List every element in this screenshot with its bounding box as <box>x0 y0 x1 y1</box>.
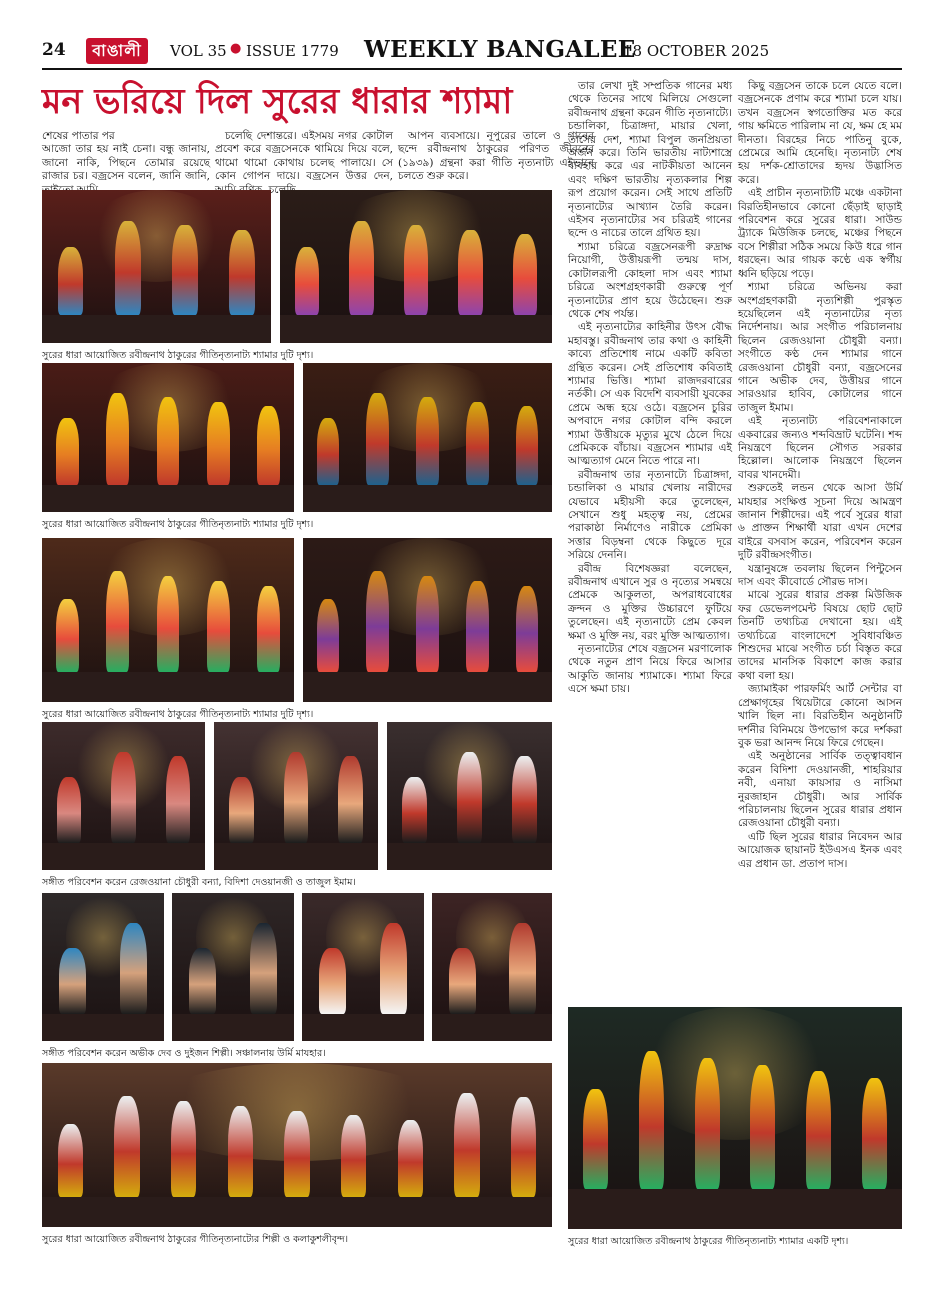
article-paragraph: এটি ছিল সুরের ধারার নিবেদন আর আয়োজক ছায়ানট ইউএসএ ইনক এবং এর প্রধান ডা. প্রতাপ দাস। <box>738 830 902 870</box>
photo-dance-1 <box>42 190 271 343</box>
separator-dot-icon: ● <box>230 41 242 56</box>
stage-floor <box>303 672 552 702</box>
performer-figure <box>157 576 180 673</box>
photo-singer-1 <box>42 722 205 870</box>
article-paragraph: তার লেখা দুই সম্প্রতিক গানের মধ্য থেকে তিনের সাথে মিলিয়ে সেগুলো রবীন্দ্রনাথ গ্রন্থনা করেন গীতি নৃত্যনাট্যে। চন্ডালিকা, চিত্রাঙ্গদা, মায়ার খেলা, তাসের দেশ, শ্যামা বিপুল জনপ্রিয়তা অর্জন করে। তিনি ভারতীয় নাট্যশাস্ত্রে ব্যবহার করে এর নাটকীয়তা আনেন এবং দক্ষিণ ভারতীয় নৃত্যকলার শিল্প রূপ প্রয়োগ করেন। সেই সাথে প্রতিটি নৃত্যনাট্যের আখ্যান তৈরি করেন। এইসব নৃত্যনাট্যের সব চরিত্রই গানের ছন্দে ও নাচের তালে গ্রথিত হয়। <box>568 80 732 240</box>
photo-singer-2 <box>214 722 378 870</box>
performer-figure <box>120 923 147 1015</box>
stage-floor <box>42 315 271 343</box>
header-rule <box>42 68 902 70</box>
performer-figure <box>166 756 190 843</box>
article-column-2 <box>568 80 732 1003</box>
performer-figure <box>366 571 388 673</box>
performer-figure <box>228 1106 254 1198</box>
photo-caption: সুরের ধারা আয়োজিত রবীন্দ্রনাথ ঠাকুরের গীতিনৃত্যনাট্য শ্যামার দুটি দৃশ্য। <box>42 519 314 530</box>
performer-figure <box>466 581 488 673</box>
performer-figure <box>449 948 476 1015</box>
performer-figure <box>257 586 280 673</box>
performer-figure <box>250 923 277 1015</box>
performer-figure <box>157 397 180 485</box>
performer-figure <box>59 948 86 1015</box>
performer-figure <box>513 234 537 315</box>
performer-figure <box>862 1078 887 1189</box>
article-paragraph: শ্যামা চরিত্রে বজ্রসেনরূপী রুদ্রাক্ষ নিয়োগী, উত্তীয়রূপী তন্ময় দাস, কোটালরূপী কোহলা দাস এবং শ্যামা চরিত্রে অংশগ্রহণকারী গুরুত্বে পূর্ণ নৃত্যনাট্যের প্রাণ হয়ে উঠেছেন। শুরু থেকে শেষ পর্যন্ত। <box>568 240 732 320</box>
performer-figure <box>207 581 230 673</box>
performer-figure <box>229 777 254 844</box>
performer-figure <box>284 752 309 844</box>
performer-figure <box>366 393 388 485</box>
performer-figure <box>106 393 129 485</box>
intro-column-1 <box>42 130 210 184</box>
performer-figure <box>111 752 135 844</box>
stage-floor <box>432 1014 552 1041</box>
volume-label: VOL 35 <box>170 42 227 60</box>
article-paragraph: শুরুতেই লন্ডন থেকে আসা উর্মি মাযহার সংক্ষিপ্ত সূচনা দিয়ে আমন্ত্রণ জানান শিল্পীদের। এই পর্বে সুরের ধারা ৬ প্রাক্তন শিক্ষার্থী যারা এখন দেশের বাইরে বসবাস করেন, পরিবেশন করেন দুটি রবীন্দ্রসংগীত। <box>738 482 902 562</box>
article-paragraph: নৃত্যনাট্যের শেষে বজ্রসেন মরণালোক থেকে নতুন প্রাণ নিয়ে ফিরে আসার আকুতি জানায় শ্যামাকে। শ্যামা ফিরে এসে ক্ষমা চায়। <box>568 643 732 696</box>
performer-figure <box>338 756 363 843</box>
performer-figure <box>511 1097 537 1197</box>
performer-figure <box>56 418 79 485</box>
photo-dance-4 <box>303 363 552 512</box>
photo-caption: সঙ্গীত পরিবেশন করেন অভীক দেব ও দুইজন শিল্পী। সঞ্চালনায় উর্মি মাযহার। <box>42 1048 326 1059</box>
performer-figure <box>457 752 482 844</box>
performer-figure <box>189 948 216 1015</box>
performer-figure <box>380 923 407 1015</box>
stage-floor <box>214 843 378 870</box>
intro-column-3 <box>398 130 594 184</box>
performer-figure <box>171 1101 197 1198</box>
performer-figure <box>349 221 373 316</box>
performer-figure <box>416 397 438 485</box>
stage-floor <box>302 1014 424 1041</box>
article-paragraph: রবীন্দ্রনাথ তার নৃত্যনাট্যে চিত্রাঙ্গদা, চন্ডালিকা ও মায়ার খেলায় নারীদের যেভাবে মহীয়সী করে তুলেছেন, সেখানে শুধু মহত্ত্ব নয়, প্রেমের পরাকাষ্ঠা নির্মাণেও নারীকে প্রেমিকা সত্তার বিড়ম্বনা থেকে কিছুতে দূরে সরিয়ে দেননি। <box>568 468 732 562</box>
article-headline: মন ভরিয়ে দিল সুরের ধারার শ্যামা <box>42 82 513 122</box>
photo-caption: সুরের ধারা আয়োজিত রবীন্দ্রনাথ ঠাকুরের গীতিনৃত্যনাট্যের শিল্পী ও কলাকুশলীবৃন্দ। <box>42 1234 349 1245</box>
photo-singer-4 <box>42 893 164 1041</box>
stage-floor <box>42 485 294 512</box>
performer-figure <box>516 406 538 485</box>
stage-floor <box>280 315 552 343</box>
stage-floor <box>387 843 552 870</box>
performer-figure <box>114 1096 140 1198</box>
issue-date: 18 OCTOBER 2025 <box>623 42 770 60</box>
photo-caption: সুরের ধারা আয়োজিত রবীন্দ্রনাথ ঠাকুরের গীতিনৃত্যনাট্য শ্যামার দুটি দৃশ্য। <box>42 709 314 720</box>
performer-figure <box>512 756 537 843</box>
article-paragraph: শ্যামা চরিত্রে অভিনয় করা অংশগ্রহণকারী নৃত্যশিল্পী পুরস্কৃত হয়েছিলেন এই নৃত্যনাট্যের নৃত্য নির্দেশনায়। আর সংগীত পরিচালনায় ছিলেন রেজওয়ানা চৌধুরী বন্যা। সংগীতে কণ্ঠ দেন শ্যামার গানে রেজওয়ানা চৌধুরী বন্যা, বজ্রসেনের গানে অভীক দেব, উত্তীয়র গানে সারওয়ার হাবিব, কোটালের গানে তাজুল ইমাম। <box>738 281 902 414</box>
performer-figure <box>695 1058 720 1189</box>
intro-text-2: চলেছি দেশান্তরে। এইসময় নগর কোটাল প্রবেশ করে বজ্রসেনকে থামিয়ে দিয়ে বলে, থামো থামো কোথায় চলেছ পালায়ে। সে কোন গোপন দায়ে। বজ্রসেন উত্তর দেন, <box>215 130 393 183</box>
photo-dance-2 <box>280 190 552 343</box>
photo-singer-6 <box>302 893 424 1041</box>
photo-dance-5 <box>42 538 294 702</box>
performer-figure <box>516 586 538 673</box>
performer-figure <box>207 402 230 485</box>
performer-figure <box>257 406 280 485</box>
photo-dance-6 <box>303 538 552 702</box>
photo-singer-3 <box>387 722 552 870</box>
performer-figure <box>229 230 255 316</box>
stage-floor <box>42 672 294 702</box>
performer-figure <box>317 418 339 485</box>
stage-floor <box>42 1014 164 1041</box>
performer-figure <box>341 1115 367 1197</box>
photo-singer-5 <box>172 893 294 1041</box>
performer-figure <box>58 247 84 316</box>
performer-figure <box>750 1065 775 1189</box>
performer-figure <box>106 571 129 673</box>
article-paragraph: এই নৃত্যনাট্য পরিবেশনাকালে একবারের জন্যও শব্দবিভ্রাট ঘটেনি। শব্দ নিয়ন্ত্রণে ছিলেন সৌগত সরকার হিল্লোল। আলোক নিয়ন্ত্রণে ছিলেন বাবর খানদেমী। <box>738 415 902 481</box>
performer-figure <box>295 247 319 316</box>
stage-floor <box>42 1197 552 1227</box>
performer-figure <box>639 1051 664 1189</box>
performer-figure <box>509 923 536 1015</box>
performer-figure <box>57 777 81 844</box>
stage-floor <box>42 843 205 870</box>
performer-figure <box>284 1111 310 1198</box>
article-paragraph: জ্যামাইকা পারফর্মিং আর্ট সেন্টার বা প্রেক্ষাগৃহের থিয়েটারে কোনো আসন খালি ছিল না। বিরতিহীন অনুষ্ঠানটি দর্শনীর বিনিময়ে উপভোগ করে দর্শকরা বুক ভরা আনন্দ নিয়ে ফিরে গেছেন। <box>738 683 902 749</box>
photo-singer-7 <box>432 893 552 1041</box>
article-column-3 <box>738 80 902 1003</box>
article-paragraph: এই অনুষ্ঠানের সার্বিক তত্ত্বাবধান করেন বিদিশা দেওয়ানজী, শাহরিয়ার নবী, এনায়া কায়সার ও নাসিমা নুরজাহান চৌধুরী। আর সার্বিক পরিচালনায় ছিলেন সুরের ধারার প্রধান রেজওয়ানা চৌধুরী বন্যা। <box>738 750 902 830</box>
performer-figure <box>115 221 141 316</box>
performer-figure <box>466 402 488 485</box>
issue-label: ISSUE 1779 <box>246 42 339 60</box>
article-paragraph: এই প্রাচীন নৃত্যনাট্যটি মঞ্চে একটানা বিরতিহীনভাবে কোনো ছেঁড়াই ছাড়াই পরিবেশন করে সুরের ধারা। সাউন্ড ট্র্যাকে মিউজিক চলছে, মঞ্চের পিছনে বসে শিল্পীরা সঠিক সময়ে কিউ ধরে গান ধরছেন। আর গায়ক কণ্ঠে এক স্বর্গীয় ধ্বনি ছড়িয়ে পড়ে। <box>738 187 902 280</box>
photo-caption: সুরের ধারা আয়োজিত রবীন্দ্রনাথ ঠাকুরের গীতিনৃত্যনাট্য শ্যামার একটি দৃশ্য। <box>568 1236 849 1247</box>
stage-light <box>88 190 225 282</box>
performer-figure <box>317 599 339 673</box>
article-paragraph: কিছু বজ্রসেন তাকে চলে যেতে বলে। বজ্রসেনকে প্রণাম করে শ্যামা চলে যায়। তখন বজ্রসেন স্বগতোক্তির মত করে গায় ক্ষমিতে পারিলাম না যে, ক্ষম হে মম দীনতা। বিরহের নিচে পাতিনু বুকে, প্রেমেরে আমি হেনেছি। নৃত্যনাট্য শেষ হয় দর্শক-শ্রোতাদের হৃদয় উদ্ভাসিত করে। <box>738 80 902 186</box>
performer-figure <box>806 1071 831 1189</box>
photo-dance-3 <box>42 363 294 512</box>
performer-figure <box>56 599 79 673</box>
performer-figure <box>458 230 482 316</box>
performer-figure <box>172 225 198 315</box>
performer-figure <box>319 948 346 1015</box>
photo-group <box>42 1063 552 1227</box>
stage-floor <box>303 485 552 512</box>
performer-figure <box>454 1093 480 1198</box>
stage-floor <box>172 1014 294 1041</box>
article-paragraph: মাঝে সুরের ধারার প্রকল্প মিউজিক ফর ডেভেলপমেন্ট বিষয়ে ছোট ছোট তিনটি তথ্যচিত্র দেখানো হয়। এই তথ্যচিত্রে বাংলাদেশে সুবিধাবঞ্চিত শিশুদের মাঝে সংগীত চর্চা বিস্তৃত করে তাদের মানসিক বিকাশে কাজ করার কথা বলা হয়। <box>738 589 902 682</box>
performer-figure <box>58 1124 84 1198</box>
page-number: 24 <box>42 40 66 60</box>
performer-figure <box>416 576 438 673</box>
photo-caption: সুরের ধারা আয়োজিত রবীন্দ্রনাথ ঠাকুরের গীতিনৃত্যনাট্য শ্যামার দুটি দৃশ্য। <box>42 350 314 361</box>
stage-floor <box>568 1189 902 1229</box>
photo-dance-7 <box>568 1007 902 1229</box>
intro-column-2 <box>215 130 393 184</box>
article-paragraph: যন্ত্রানুষঙ্গে তবলায় ছিলেন পিন্টুসেন দাস এবং কীবোর্ডে সৌরভ দাস। <box>738 562 902 589</box>
intro-text-3: আপন ব্যবসায়ে। নূপুরের তালে ও গানের ছন্দে রবীন্দ্রনাথ ঠাকুরের পরিণত জীবনের (১৯৩৯) গ্রন্থনা করা গীতি নৃত্যনাট্য এইভাবে চলতে শুরু করে। <box>398 130 594 183</box>
photo-caption: সঙ্গীত পরিবেশন করেন রেজওয়ানা চৌধুরী বন্যা, বিদিশা দেওয়ানজী ও তাজুল ইমাম। <box>42 877 356 888</box>
performer-figure <box>398 1120 424 1197</box>
article-paragraph: এই নৃত্যনাট্যের কাহিনীর উৎস বৌদ্ধ মহাবস্তু। রবীন্দ্রনাথ তার কথা ও কাহিনী কাব্যে প্রতিশোধ নামে একটি কবিতা গ্রন্থিত করেন। সেই প্রতিশোধ কবিতাই শ্যামার ভিত্তি। শ্যামা রাজদরবারের নর্তকী। সে এক বিদেশি ব্যবসায়ী যুবকের প্রেমে অন্ধ হয়ে ওঠে। বজ্রসেন চুরির অপবাদে নগর কোটাল বন্দি করলে শ্যামা উত্তীয়কে মৃত্যুর মুখে ঠেলে দিয়ে প্রেমিককে বাঁচায়। বজ্রসেন শ্যামার এই আত্মত্যাগ মেনে নিতে পারে না। <box>568 321 732 468</box>
performer-figure <box>402 777 427 844</box>
publication-title: WEEKLY BANGALEE <box>364 36 636 63</box>
article-paragraph: রবীন্দ্র বিশেষজ্ঞরা বলেছেন, রবীন্দ্রনাথ এখানে সুর ও নৃত্যের সমন্বয়ে প্রেমকে আকুলতা, অপরাধবোধের ক্রন্দন ও মুক্তির উচ্চারণে ফুটিয়ে তুলেছেন। এই নৃত্যনাট্যে প্রেম কেবল ক্ষমা ও মুক্তি নয়, বরং মুক্তি আত্মত্যাগ। <box>568 562 732 642</box>
performer-figure <box>404 225 428 315</box>
intro-text-1: শেষের পাতার পর আজো তার হয় নাই চেনা। বন্ধু জানায়, জানো নাকি, পিছনে তোমার রয়েছে রাজার চর। বজ্রসেন বলেন, জানি জানি, <box>42 130 210 183</box>
performer-figure <box>583 1089 608 1189</box>
publication-logo: বাঙালী <box>86 38 148 64</box>
